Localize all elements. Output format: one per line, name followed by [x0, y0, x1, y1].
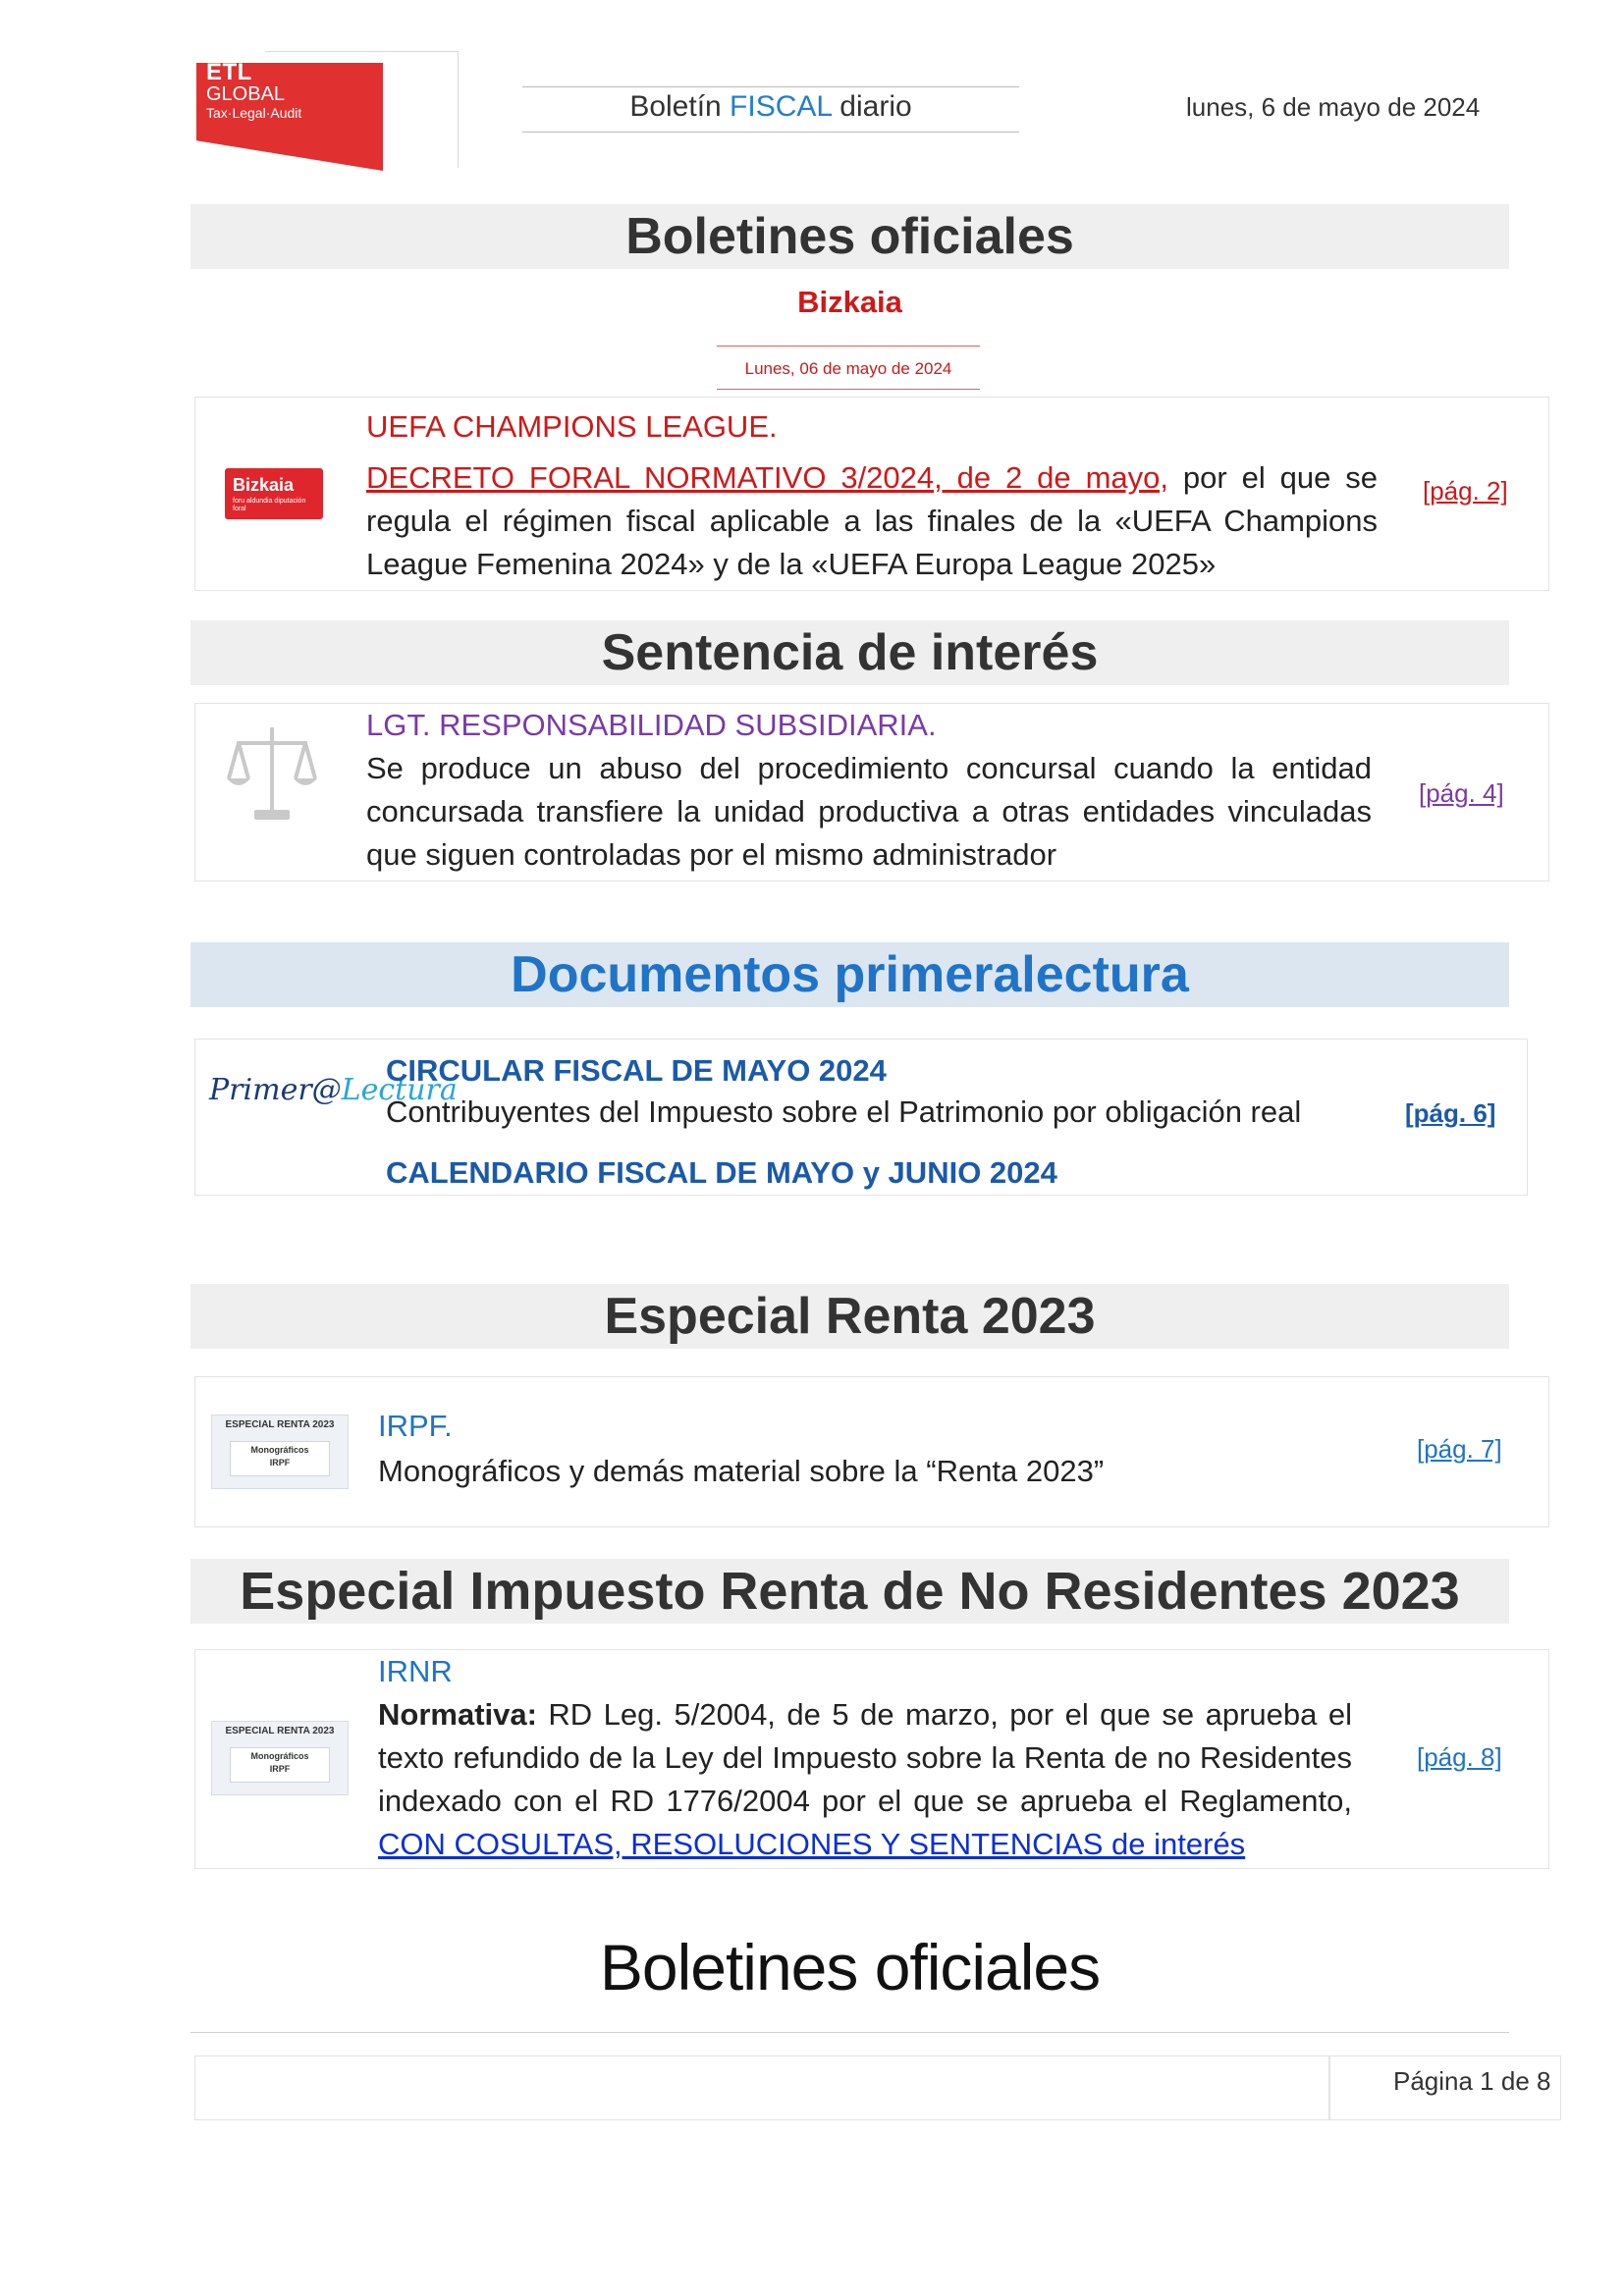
badge-line-2: IRPF — [269, 1458, 291, 1468]
irnr-item-text: RD Leg. 5/2004, de 5 de marzo, por el que se aprueba el texto refundido de la Ley del Impuesto sobre la Renta de no Residentes indexado con el RD 1776/2004 por el que se aprueba el Reglamento, — [378, 1697, 1352, 1818]
region-label: Bizkaia — [797, 285, 902, 319]
sentencia-item-text: Se produce un abuso del procedimiento concursal cuando la entidad concursada transfiere la unidad productiva a otras entidades vinculadas que siguen controladas por el mismo administrador — [366, 751, 1372, 872]
boletin-date-label: Lunes, 06 de mayo de 2024 — [744, 359, 952, 378]
section-title-renta: Especial Renta 2023 — [190, 1284, 1509, 1349]
boletin-item-body — [366, 456, 1378, 586]
logo-subtitle: Tax·Legal·Audit — [206, 105, 302, 121]
bizkaia-logo — [225, 468, 323, 519]
footer-big-title: Boletines oficiales — [599, 1931, 1101, 2003]
bulletin-title-pre: Boletín — [629, 90, 731, 123]
especial-renta-badge — [211, 1415, 349, 1489]
normativa-label: Normativa: — [378, 1697, 537, 1732]
page-link-6[interactable]: [pág. 6] — [1405, 1098, 1496, 1128]
irnr-item-body — [378, 1693, 1352, 1866]
logo-etl-text: ETL — [206, 59, 252, 85]
sentencia-item-box — [194, 703, 1549, 881]
header-rule-bottom — [522, 132, 1019, 133]
page-link-8[interactable]: [pág. 8] — [1417, 1742, 1502, 1772]
page-number: Página 1 de 8 — [1393, 2066, 1551, 2096]
section-title-irnr: Especial Impuesto Renta de No Residentes 2023 — [190, 1559, 1509, 1624]
badge-line-1: Monográficos — [250, 1445, 309, 1455]
boletin-item-heading: UEFA CHAMPIONS LEAGUE. — [366, 409, 778, 444]
badge-line-1: Monográficos — [250, 1751, 309, 1761]
badge-inner — [230, 1441, 330, 1476]
page-link-2[interactable]: [pág. 2] — [1423, 476, 1508, 506]
header-rule-top — [522, 86, 1019, 87]
irnr-item-heading: IRNR — [378, 1654, 453, 1688]
primeralectura-logo-b: Lectura — [341, 1073, 458, 1107]
decreto-foral-link[interactable]: DECRETO FORAL NORMATIVO 3/2024, de 2 de mayo, — [366, 460, 1168, 495]
sentencia-item-heading: LGT. RESPONSABILIDAD SUBSIDIARIA. — [366, 708, 937, 742]
bizkaia-logo-text: Bizkaia — [233, 475, 295, 495]
section-title-sentencia: Sentencia de interés — [190, 620, 1509, 685]
date-rule-bottom — [717, 389, 980, 390]
badge-inner — [230, 1747, 330, 1783]
bulletin-title-post: diario — [831, 90, 912, 123]
section-title-boletines: Boletines oficiales — [190, 204, 1509, 269]
renta-item-text: Monográficos y demás material sobre la “Renta 2023” — [378, 1454, 1105, 1488]
badge-title: ESPECIAL RENTA 2023 — [225, 1419, 335, 1430]
boletin-item-box — [194, 397, 1549, 591]
renta-item-box — [194, 1376, 1549, 1527]
badge-line-2: IRPF — [269, 1764, 291, 1774]
page-link-7[interactable]: [pág. 7] — [1417, 1434, 1502, 1464]
footer-divider — [1328, 2056, 1330, 2119]
logo-global-text: GLOBAL — [206, 83, 286, 105]
header-date: lunes, 6 de mayo de 2024 — [1186, 92, 1481, 122]
footer-box — [194, 2056, 1561, 2120]
scales-of-justice-icon — [225, 721, 319, 828]
date-rule-top — [717, 346, 980, 347]
section-title-documentos: Documentos primeralectura — [190, 942, 1509, 1007]
circular-fiscal-link[interactable]: CIRCULAR FISCAL DE MAYO 2024 — [386, 1053, 887, 1088]
especial-renta-badge-irnr — [211, 1721, 349, 1795]
page-link-4[interactable]: [pág. 4] — [1419, 778, 1504, 808]
badge-title: ESPECIAL RENTA 2023 — [225, 1726, 335, 1736]
boletin-item-text: por el que se regula el régimen fiscal aplicable a las finales de la «UEFA Champions League Femenina 2024» y de la «UEFA Europa League 2025» — [366, 460, 1378, 581]
etl-global-logo — [196, 51, 461, 171]
bizkaia-logo-subtext: foru aldundia diputación foral — [233, 498, 306, 512]
bulletin-title — [522, 90, 1019, 124]
renta-item-heading: IRPF. — [378, 1409, 453, 1443]
circular-fiscal-text: Contribuyentes del Impuesto sobre el Patrimonio por obligación real — [386, 1095, 1302, 1129]
irnr-item-box — [194, 1649, 1549, 1869]
bulletin-title-accent: FISCAL — [730, 90, 832, 123]
consultas-link[interactable]: CON COSULTAS, RESOLUCIONES Y SENTENCIAS de interés — [378, 1827, 1246, 1861]
footer-rule — [190, 2032, 1509, 2033]
documentos-item-box — [194, 1039, 1528, 1196]
primeralectura-logo-a: Primer@ — [209, 1073, 342, 1107]
calendario-fiscal-link[interactable]: CALENDARIO FISCAL DE MAYO y JUNIO 2024 — [386, 1155, 1057, 1190]
